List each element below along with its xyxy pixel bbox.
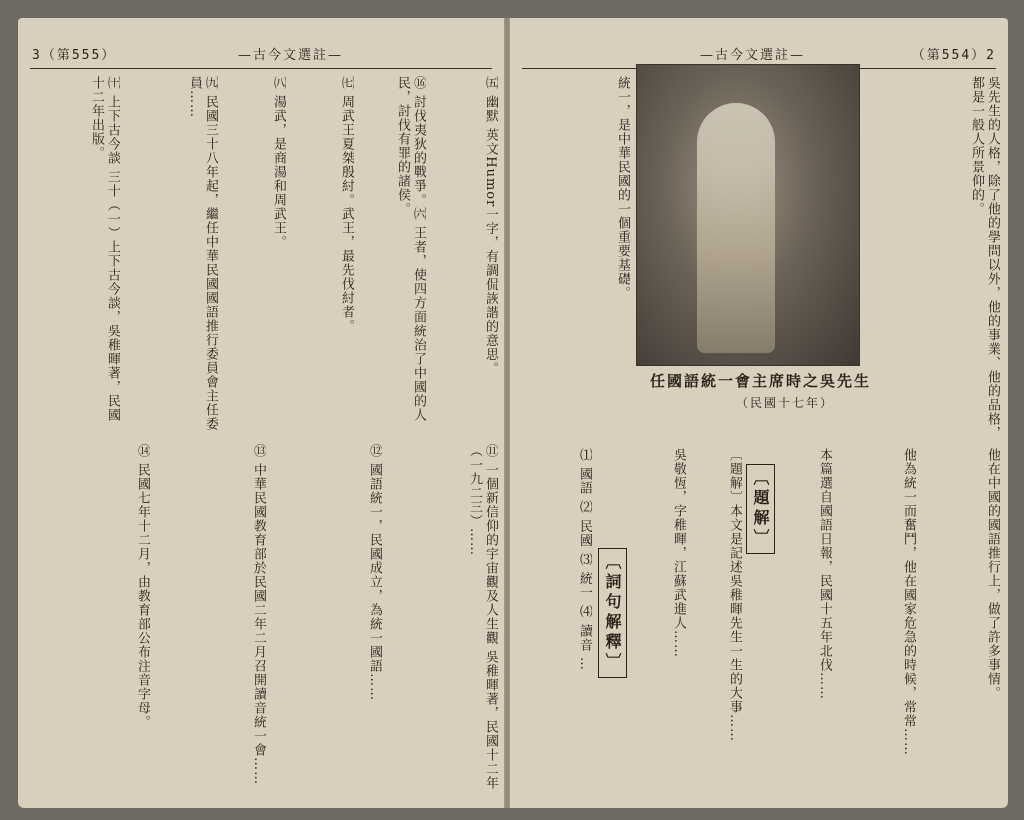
right-column-6: 〔題解〕本文是記述吳稚暉先生一生的大事……: [727, 448, 742, 742]
photo-subcaption: （民國十七年）: [736, 396, 835, 410]
section-heading-glossary: 〔詞句解釋〕: [598, 548, 627, 678]
right-page-number: （第554）2: [911, 48, 996, 63]
left-column-7: ⑪ 一個新信仰的宇宙觀及人生觀 吳稚暉著，民國十二年（一九二三）……: [467, 444, 498, 791]
left-column-9: ⑬ 中華民國教育部於民國二年二月召開讀音統一會……: [251, 444, 266, 786]
right-page: [510, 18, 1008, 808]
left-running-title: —古今文選註—: [238, 48, 344, 63]
left-header-rule: [30, 68, 492, 69]
right-column-5: 本篇選自國語日報，民國十五年北伐……: [817, 448, 832, 700]
section-heading-intro: 〔題解〕: [746, 464, 775, 554]
left-column-5: ㈨ 民國三十八年起，繼任中華民國國語推行委員會主任委員……: [187, 76, 218, 432]
portrait-figure: [697, 103, 775, 353]
left-page-number: 3（第555）: [32, 48, 117, 63]
left-column-4: ㈧ 湯武，是商湯和周武王。: [271, 76, 286, 250]
right-column-4: 他為統一而奮鬥，他在國家危急的時候，常常……: [901, 448, 916, 756]
left-column-2: ⑯ 討伐夷狄的戰爭。㈥ 王者，使四方面統治了中國的人民，討伐有罪的諸侯。: [395, 76, 426, 423]
right-column-2: 吳先生的人格，除了他的學問以外，他的事業、他的品格，都是一般人所景仰的。: [969, 76, 1000, 440]
left-column-6: ㈩ 上下古今談 三十（一）上下古今談，吳稚暉著，民國十二年出版。: [89, 76, 120, 423]
left-page: [18, 18, 504, 808]
left-column-1: ㈤ 幽默 英文Humor一字，有調侃詼諧的意思。: [483, 76, 498, 376]
left-column-3: ㈦ 周武王夏桀殷紂。武王，最先伐紂者。: [339, 76, 354, 334]
left-column-10: ⑭ 民國七年十二月，由教育部公布注音字母。: [135, 444, 150, 730]
left-column-8: ⑫ 國語統一，民國成立，為統一國語……: [367, 444, 382, 702]
photo-caption: 任國語統一會主席時之吳先生: [650, 372, 872, 390]
right-column-1: 統一，是中華民國的一個重要基礎。: [615, 76, 630, 300]
right-column-3: 他在中國的國語推行上，做了許多事情。: [985, 448, 1000, 700]
right-running-title: —古今文選註—: [700, 48, 806, 63]
portrait-photo: [636, 64, 860, 366]
right-column-8: ⑴ 國語 ⑵ 民國 ⑶ 統一 ⑷ 讀音 …: [577, 448, 592, 672]
right-column-7: 吳敬恆，字稚暉，江蘇武進人……: [671, 448, 686, 658]
